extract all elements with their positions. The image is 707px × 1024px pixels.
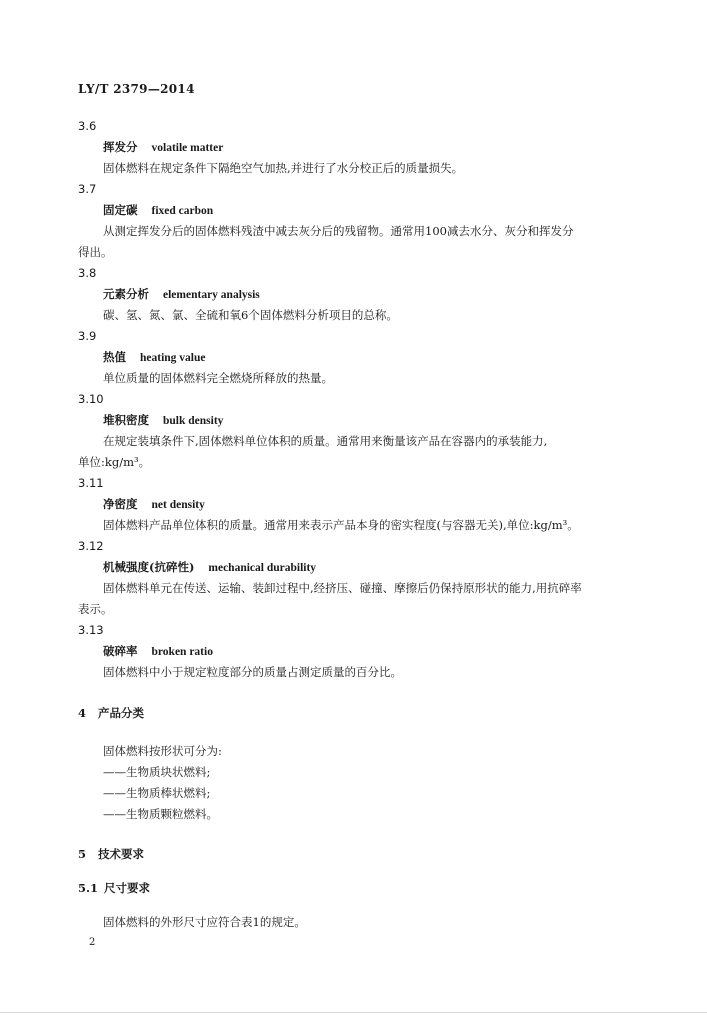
- list-item: ——生物质块状燃料;: [103, 765, 211, 779]
- bottom-divider: [0, 1012, 707, 1013]
- term-definition: 固体燃料在规定条件下隔绝空气加热,并进行了水分校正后的质量损失。: [103, 161, 464, 175]
- section-heading: [78, 705, 144, 721]
- term-title: [103, 496, 205, 513]
- term-zh: 净密度: [103, 497, 138, 511]
- term-definition: 固体燃料单元在传送、运输、装卸过程中,经挤压、碰撞、摩擦后仍保持原形状的能力,用抗碎率: [103, 581, 582, 595]
- term-en: fixed carbon: [151, 205, 214, 217]
- subsection-text: 固体燃料的外形尺寸应符合表1的规定。: [103, 915, 306, 929]
- section-title: 技术要求: [98, 847, 144, 861]
- term-title: [103, 139, 223, 156]
- term-zh: 热值: [103, 350, 126, 364]
- term-en: net density: [151, 499, 205, 511]
- term-title: [103, 559, 316, 576]
- subsection-heading: [78, 880, 150, 896]
- term-title: [103, 643, 213, 660]
- term-zh: 堆积密度: [103, 413, 149, 427]
- term-en: mechanical durability: [208, 562, 317, 574]
- term-number: 3.13: [78, 623, 104, 637]
- page-number: 2: [89, 937, 96, 948]
- term-en: broken ratio: [151, 646, 213, 658]
- term-number: 3.9: [78, 329, 97, 343]
- subsection-number: 5.1: [78, 881, 99, 895]
- term-zh: 固定碳: [103, 203, 138, 217]
- term-title: [103, 202, 213, 219]
- section-title: 产品分类: [98, 706, 144, 720]
- section-intro: 固体燃料按形状可分为:: [103, 744, 222, 758]
- term-title: [103, 349, 206, 366]
- section-heading: [78, 846, 144, 862]
- term-number: 3.8: [78, 266, 97, 280]
- list-item: ——生物质颗粒燃料。: [103, 807, 218, 821]
- term-definition: 固体燃料产品单位体积的质量。通常用来表示产品本身的密实程度(与容器无关),单位:kg/m³。: [103, 518, 579, 532]
- term-en: volatile matter: [151, 142, 224, 154]
- section-number: 5: [78, 847, 87, 861]
- term-definition: 碳、氢、氮、氯、全硫和氧6个固体燃料分析项目的总称。: [103, 308, 398, 322]
- term-number: 3.6: [78, 119, 97, 133]
- section-number: 4: [78, 706, 87, 720]
- standard-code-header: LY/T 2379—2014: [78, 82, 195, 96]
- term-zh: 挥发分: [103, 140, 138, 154]
- term-en: bulk density: [163, 415, 224, 427]
- term-zh: 破碎率: [103, 644, 138, 658]
- term-definition: 从测定挥发分后的固体燃料残渣中减去灰分后的残留物。通常用100减去水分、灰分和挥发分: [103, 224, 574, 238]
- term-title: [103, 412, 223, 429]
- term-definition-continued: 得出。: [78, 245, 113, 259]
- term-definition-continued: 表示。: [78, 602, 113, 616]
- list-item: ——生物质棒状燃料;: [103, 786, 211, 800]
- term-en: elementary analysis: [163, 289, 260, 301]
- term-en: heating value: [140, 352, 206, 364]
- term-number: 3.7: [78, 182, 97, 196]
- term-definition: 固体燃料中小于规定粒度部分的质量占测定质量的百分比。: [103, 665, 402, 679]
- term-definition: 在规定装填条件下,固体燃料单位体积的质量。通常用来衡量该产品在容器内的承装能力,: [103, 434, 548, 448]
- term-number: 3.12: [78, 539, 104, 553]
- term-definition: 单位质量的固体燃料完全燃烧所释放的热量。: [103, 371, 333, 385]
- term-zh: 元素分析: [103, 287, 149, 301]
- subsection-title: 尺寸要求: [104, 881, 150, 895]
- term-number: 3.10: [78, 392, 104, 406]
- term-definition-continued: 单位:kg/m³。: [78, 455, 151, 469]
- term-number: 3.11: [78, 476, 104, 490]
- term-zh: 机械强度(抗碎性): [103, 560, 195, 574]
- term-title: [103, 286, 260, 303]
